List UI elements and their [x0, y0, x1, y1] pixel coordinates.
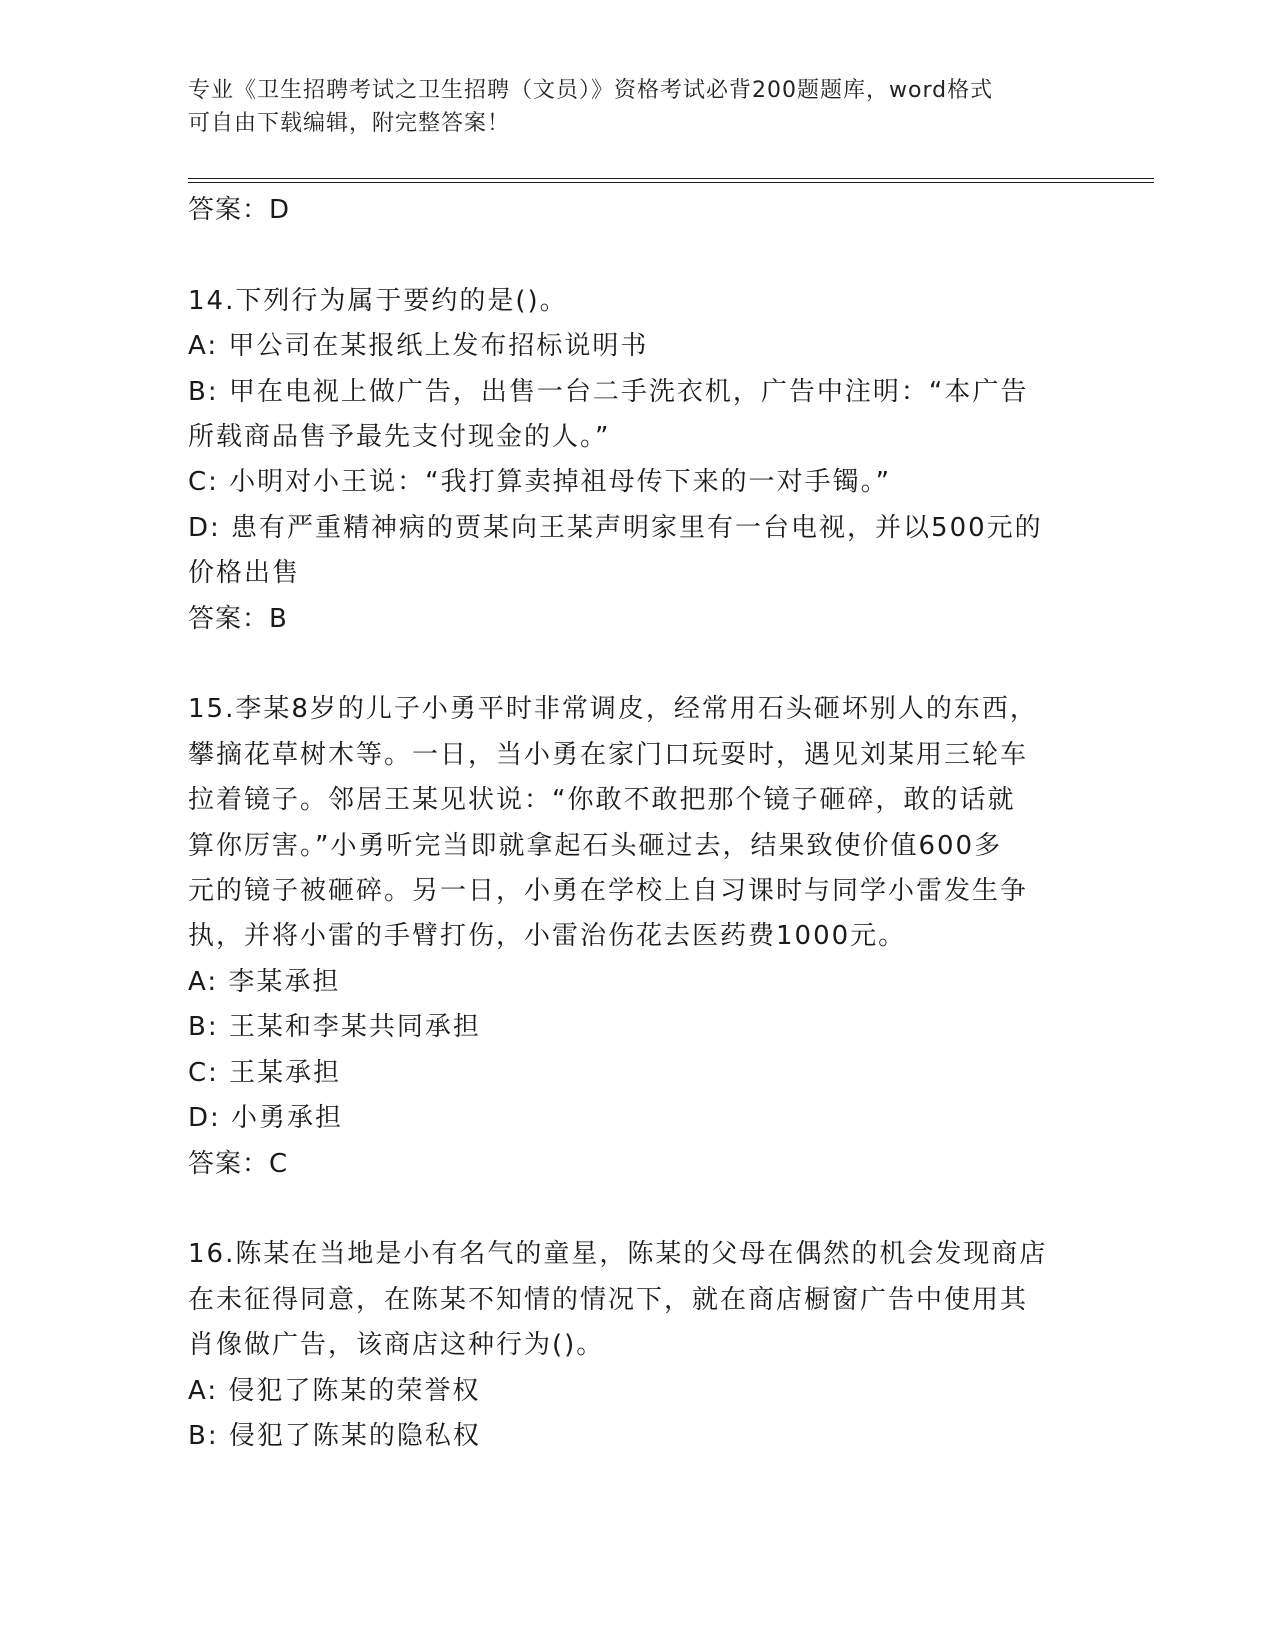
- answer-q14: 答案：B: [188, 603, 288, 634]
- question-stem-line-3: 肖像做广告，该商店这种行为()。: [188, 1330, 605, 1361]
- question-stem: 14.下列行为属于要约的是()。: [188, 285, 568, 316]
- question-15: [188, 687, 1088, 1186]
- question-stem-line-6: 执，并将小雷的手臂打伤，小雷治伤花去医药费1000元。: [188, 921, 907, 952]
- option-b-line-2: 所载商品售予最先支付现金的人。”: [188, 422, 611, 453]
- question-stem-line-4: 算你厉害。”小勇听完当即就拿起石头砸过去，结果致使价值600多: [188, 830, 1003, 861]
- option-b: B: 侵犯了陈某的隐私权: [188, 1420, 481, 1451]
- spacer: [188, 233, 1088, 278]
- question-14: [188, 279, 1088, 642]
- document-header: [188, 74, 1068, 140]
- option-d: D: 小勇承担: [188, 1103, 344, 1134]
- option-a: A: 侵犯了陈某的荣誉权: [188, 1375, 481, 1406]
- header-line-1: 专业《卫生招聘考试之卫生招聘（文员）》资格考试必背200题题库，word格式: [188, 78, 994, 103]
- answer-q13: 答案：D: [188, 195, 291, 225]
- option-c: C: 小明对小王说：“我打算卖掉祖母传下来的一对手镯。”: [188, 467, 892, 498]
- question-stem-line-5: 元的镜子被砸碎。另一日，小勇在学校上自习课时与同学小雷发生争: [188, 876, 1029, 907]
- option-a: A: 李某承担: [188, 966, 341, 997]
- header-divider-bottom: [188, 182, 1154, 183]
- option-d-line-2: 价格出售: [188, 558, 301, 589]
- document-body: [188, 188, 1088, 1459]
- option-b: B: 王某和李某共同承担: [188, 1012, 481, 1043]
- question-stem-line-2: 在未征得同意，在陈某不知情的情况下，就在商店橱窗广告中使用其: [188, 1284, 1029, 1315]
- option-a: A: 甲公司在某报纸上发布招标说明书: [188, 331, 649, 362]
- header-divider-top: [188, 178, 1154, 179]
- option-b-line-1: B: 甲在电视上做广告，出售一台二手洗衣机，广告中注明：“本广告: [188, 376, 1029, 407]
- option-d-line-1: D: 患有严重精神病的贾某向王某声明家里有一台电视，并以500元的: [188, 512, 1043, 543]
- option-c: C: 王某承担: [188, 1057, 342, 1088]
- answer-q15: 答案：C: [188, 1148, 289, 1179]
- question-stem-line-1: 16.陈某在当地是小有名气的童星，陈某的父母在偶然的机会发现商店: [188, 1239, 1048, 1270]
- question-16: [188, 1232, 1088, 1459]
- header-line-2: 可自由下载编辑，附完整答案！: [188, 111, 511, 136]
- question-stem-line-3: 拉着镜子。邻居王某见状说：“你敢不敢把那个镜子砸碎，敢的话就: [188, 785, 1016, 816]
- spacer: [188, 1187, 1088, 1232]
- question-stem-line-1: 15.李某8岁的儿子小勇平时非常调皮，经常用石头砸坏别人的东西，: [188, 694, 1038, 725]
- spacer: [188, 642, 1088, 687]
- question-stem-line-2: 攀摘花草树木等。一日，当小勇在家门口玩耍时，遇见刘某用三轮车: [188, 739, 1029, 770]
